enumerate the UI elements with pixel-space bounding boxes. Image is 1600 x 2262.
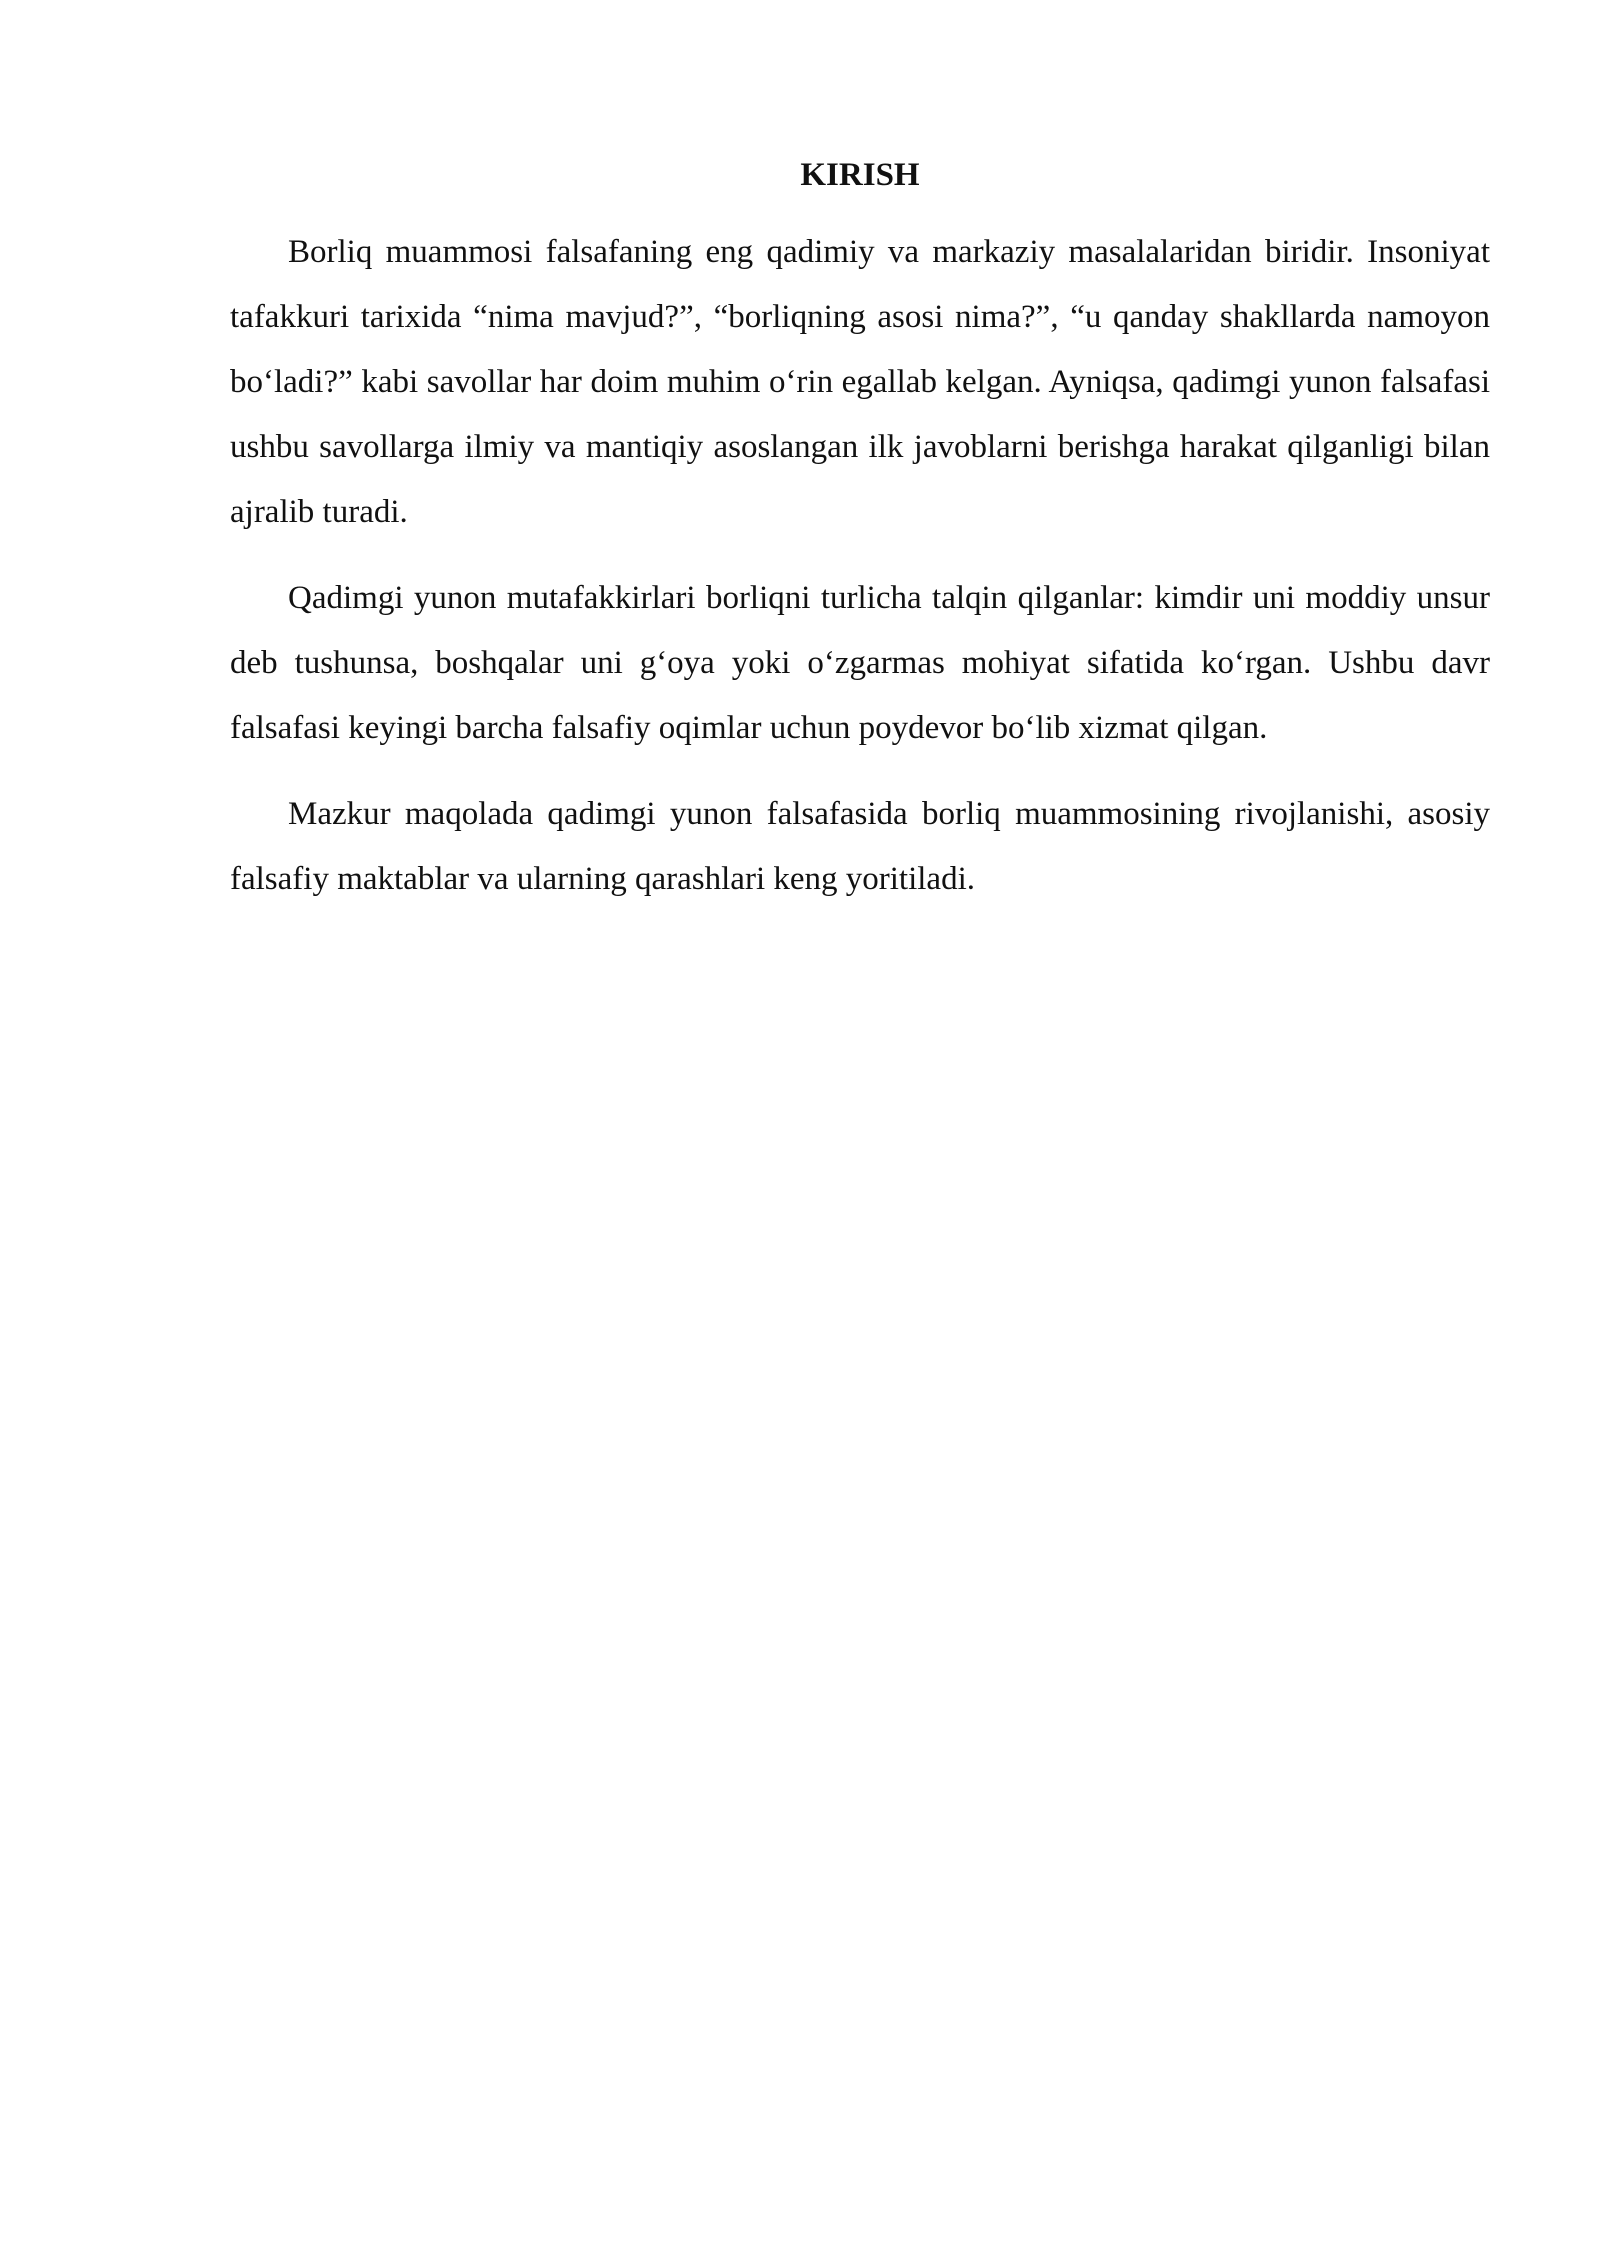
- document-body: [230, 150, 1490, 933]
- section-heading: KIRISH: [800, 157, 920, 193]
- paragraph-3: Mazkur maqolada qadimgi yunon falsafasida borliq muammosining rivojlanishi, asosiy falsafiy maktablar va ularning qarashlari keng yoritiladi.: [230, 796, 1490, 897]
- paragraph-1: Borliq muammosi falsafaning eng qadimiy va markaziy masalalaridan biridir. Insoniyat tafakkuri tarixida “nima mavjud?”, “borliqning asosi nima?”, “u qanday shakllarda namoyon bo‘ladi?” kabi savollar har doim muhim o‘rin egallab kelgan. Ayniqsa, qadimgi yunon falsafasi ushbu savollarga ilmiy va mantiqiy asoslangan ilk javoblarni berishga harakat qilganligi bilan ajralib turadi.: [230, 234, 1490, 530]
- paragraph-2: Qadimgi yunon mutafakkirlari borliqni turlicha talqin qilganlar: kimdir uni moddiy unsur deb tushunsa, boshqalar uni g‘oya yoki o‘zgarmas mohiyat sifatida ko‘rgan. Ushbu davr falsafasi keyingi barcha falsafiy oqimlar uchun poydevor bo‘lib xizmat qilgan.: [230, 580, 1490, 746]
